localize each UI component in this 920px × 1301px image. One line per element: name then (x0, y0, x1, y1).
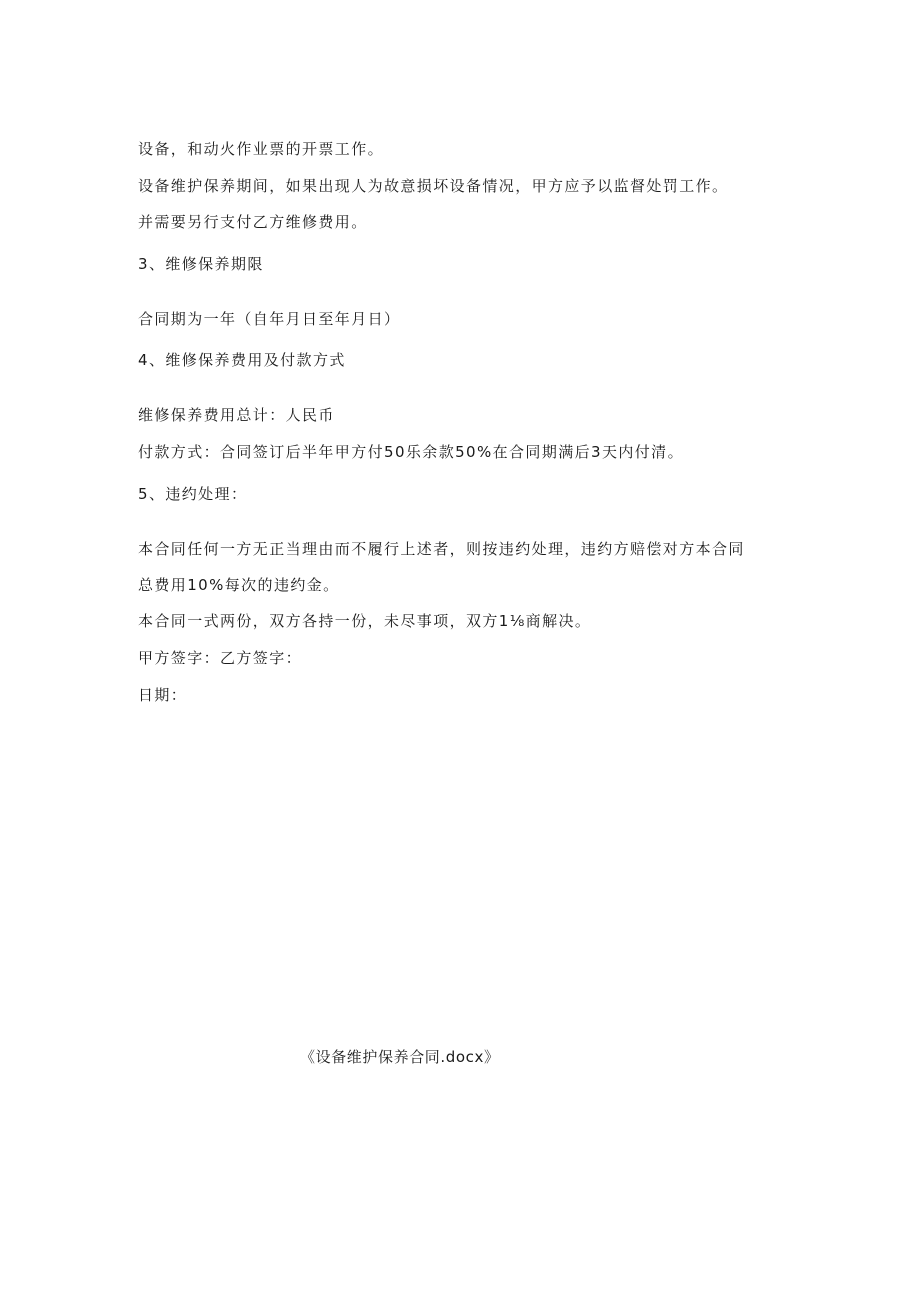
paragraph-line: 总费用10%每次的违约金。 (138, 576, 340, 594)
paragraph-line: 设备维护保养期间，如果出现人为故意损坏设备情况，甲方应予以监督处罚工作。 (138, 177, 729, 195)
section-heading: 5、违约处理： (138, 485, 248, 503)
date-line: 日期： (138, 686, 188, 704)
paragraph-line: 并需要另行支付乙方维修费用。 (138, 213, 368, 231)
paragraph-line: 付款方式：合同签订后半年甲方付50乐余款50%在合同期满后3天内付清。 (138, 443, 684, 461)
paragraph-line: 本合同任何一方无正当理由而不履行上述者，则按违约处理，违约方赔偿对方本合同 (138, 540, 745, 558)
paragraph-line: 合同期为一年（自年月日至年月日） (138, 310, 401, 328)
paragraph-line: 设备，和动火作业票的开票工作。 (138, 140, 385, 158)
paragraph-line: 本合同一式两份，双方各持一份，未尽事项，双方1⅛商解决。 (138, 612, 592, 630)
document-footer: 《设备维护保养合同.docx》 (300, 1048, 500, 1066)
section-heading: 4、维修保养费用及付款方式 (138, 351, 346, 369)
paragraph-line: 维修保养费用总计：人民币 (138, 406, 335, 424)
section-heading: 3、维修保养期限 (138, 255, 264, 273)
signature-line: 甲方签字：乙方签字： (138, 649, 303, 667)
